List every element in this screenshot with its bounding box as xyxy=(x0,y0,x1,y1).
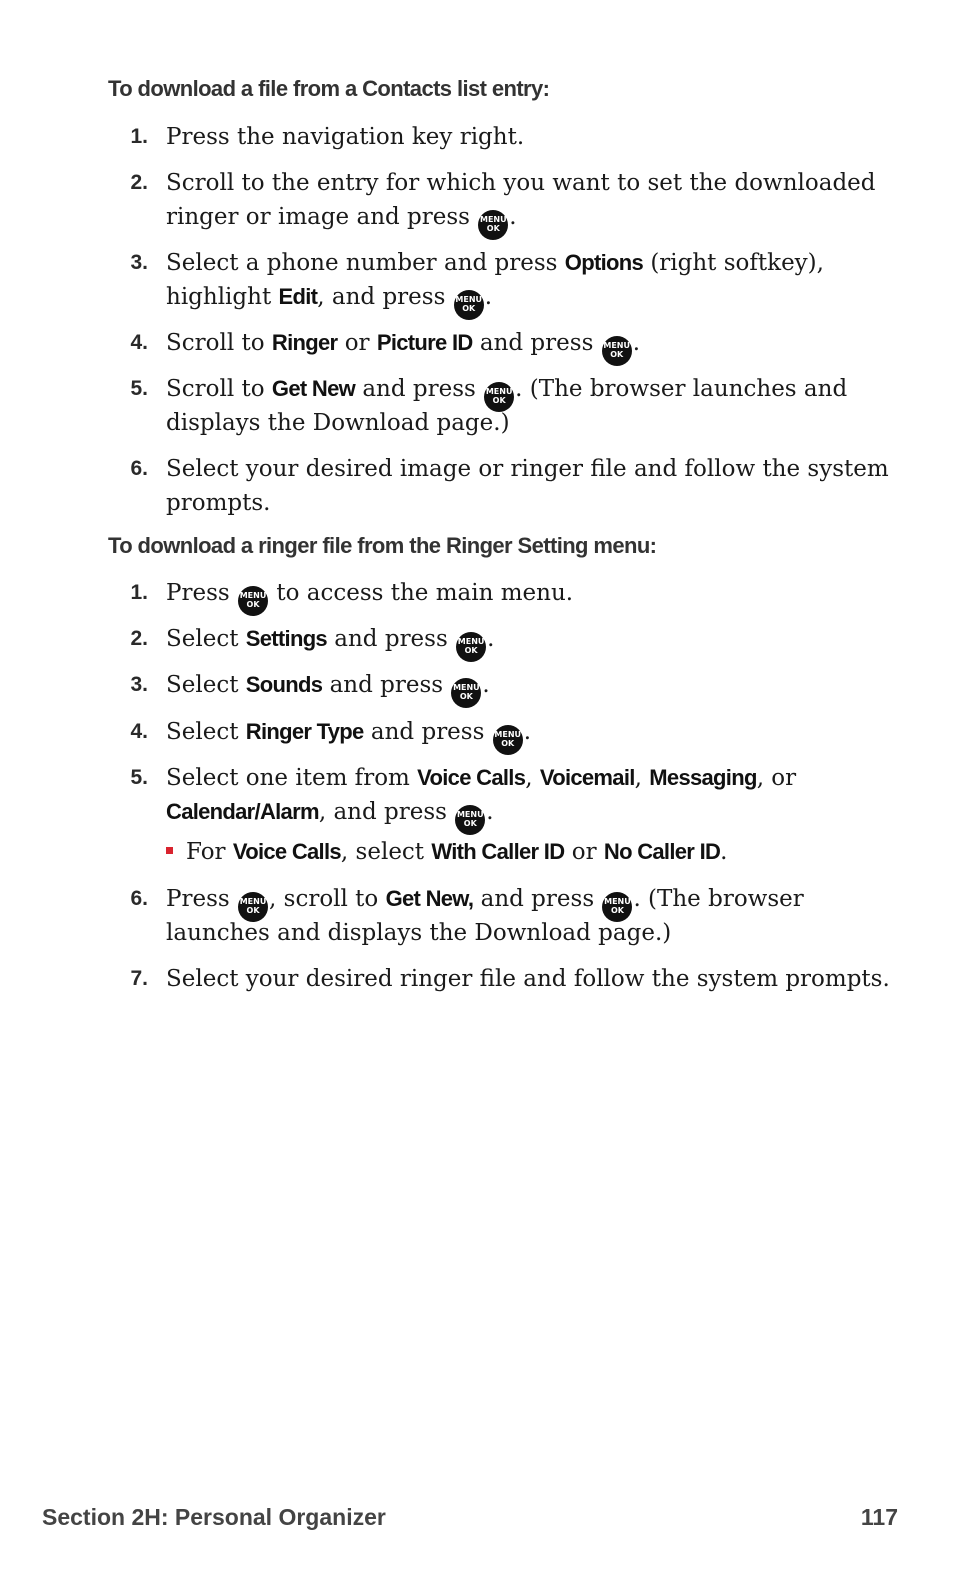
menu-label-sounds: Sounds xyxy=(245,672,323,697)
text: . xyxy=(486,799,494,825)
text: , and press xyxy=(317,284,446,310)
step-number: 4. xyxy=(130,331,148,354)
square-bullet-icon xyxy=(166,847,173,854)
text: Scroll to the entry for which you want to set the downloaded xyxy=(166,170,876,196)
text: , xyxy=(634,765,642,791)
step-number: 1. xyxy=(130,581,148,604)
text: launches and displays the Download page.) xyxy=(166,920,672,946)
text: or xyxy=(344,330,370,356)
menu-ok-key-icon: MENU OK xyxy=(602,336,632,366)
text: . xyxy=(509,204,517,230)
step-number: 1. xyxy=(130,125,148,148)
menu-ok-key-icon: MENU OK xyxy=(451,678,481,708)
menu-label-with-caller-id: With Caller ID xyxy=(431,839,565,864)
menu-label-voice-calls: Voice Calls xyxy=(232,839,341,864)
text: Select your desired ringer file and follow the system prompts. xyxy=(166,966,890,992)
text: Select xyxy=(166,719,239,745)
step-text xyxy=(166,246,824,314)
text: and press xyxy=(362,376,476,402)
text: prompts. xyxy=(166,490,271,516)
text: , or xyxy=(756,765,797,791)
step-number: 4. xyxy=(130,720,148,743)
menu-ok-key-icon: MENU OK xyxy=(478,210,508,240)
step-text xyxy=(166,166,876,234)
text: Select xyxy=(166,626,239,652)
text: Select one item from xyxy=(166,765,410,791)
menu-label-get-new: Get New, xyxy=(385,886,474,911)
key-label-options: Options xyxy=(564,250,643,275)
step-number: 2. xyxy=(130,171,148,194)
step-number: 6. xyxy=(130,887,148,910)
menu-label-picture-id: Picture ID xyxy=(376,330,473,355)
menu-label-settings: Settings xyxy=(245,626,327,651)
menu-ok-key-icon: MENU OK xyxy=(602,892,632,922)
menu-label-ringer: Ringer xyxy=(271,330,338,355)
text: , xyxy=(525,765,533,791)
menu-ok-key-icon: MENU OK xyxy=(493,725,523,755)
step-number: 3. xyxy=(130,251,148,274)
menu-ok-key-icon: MENU OK xyxy=(238,586,268,616)
step-text xyxy=(166,622,494,656)
text: and press xyxy=(334,626,448,652)
text: displays the Download page.) xyxy=(166,410,510,436)
text: highlight xyxy=(166,284,272,310)
step-text xyxy=(166,882,804,950)
menu-ok-key-icon: MENU OK xyxy=(454,290,484,320)
text: Press xyxy=(166,580,230,606)
step-text xyxy=(166,326,640,360)
menu-ok-key-icon: MENU OK xyxy=(455,805,485,835)
text: Select your desired image or ringer file and follow the system xyxy=(166,456,889,482)
text: and press xyxy=(370,719,485,745)
menu-label-get-new: Get New xyxy=(271,376,356,401)
section-heading-contacts: To download a file from a Contacts list entry: xyxy=(108,76,550,101)
text: and press xyxy=(480,886,595,912)
text: , scroll to xyxy=(269,886,379,912)
text: . (The browser xyxy=(633,886,804,912)
text: (right softkey), xyxy=(650,250,824,276)
text: . xyxy=(487,626,495,652)
text: . xyxy=(482,672,490,698)
text: or xyxy=(571,839,597,865)
menu-label-voice-calls: Voice Calls xyxy=(417,765,526,790)
text: Press xyxy=(166,886,230,912)
step-number: 3. xyxy=(130,673,148,696)
section-heading-ringer-setting: To download a ringer file from the Ringer Setting menu: xyxy=(108,533,657,558)
menu-label-ringer-type: Ringer Type xyxy=(245,719,364,744)
menu-label-calendar-alarm: Calendar/Alarm xyxy=(166,799,319,824)
step-text xyxy=(166,668,490,702)
step-text xyxy=(166,120,524,154)
page-number: 117 xyxy=(860,1504,898,1530)
text: . xyxy=(720,839,728,865)
text: Press the navigation key right. xyxy=(166,124,525,150)
menu-label-voicemail: Voicemail xyxy=(539,765,635,790)
menu-label-no-caller-id: No Caller ID xyxy=(603,839,721,864)
text: and press xyxy=(329,672,444,698)
text: , select xyxy=(340,839,425,865)
text: Scroll to xyxy=(166,376,265,402)
menu-label-messaging: Messaging xyxy=(649,765,757,790)
text: Select xyxy=(166,672,239,698)
step-number: 6. xyxy=(130,457,148,480)
step-text xyxy=(166,715,531,749)
menu-label-edit: Edit xyxy=(278,284,318,309)
step-number: 5. xyxy=(130,766,148,789)
footer-section-title: Section 2H: Personal Organizer xyxy=(42,1504,386,1530)
step-text xyxy=(166,372,847,440)
step-number: 5. xyxy=(130,377,148,400)
text: to access the main menu. xyxy=(276,580,574,606)
step-text xyxy=(166,761,796,829)
text: and press xyxy=(479,330,594,356)
text: Select a phone number and press xyxy=(166,250,558,276)
text: . xyxy=(632,330,640,356)
step-text xyxy=(166,452,889,520)
step-number: 2. xyxy=(130,627,148,650)
text: For xyxy=(186,839,226,865)
text: . xyxy=(484,284,493,310)
menu-ok-key-icon: MENU OK xyxy=(238,892,268,922)
text: . (The browser launches and xyxy=(515,376,848,402)
menu-ok-key-icon: MENU OK xyxy=(456,632,486,662)
text: ringer or image and press xyxy=(166,204,470,230)
menu-ok-key-icon: MENU OK xyxy=(484,382,514,412)
bullet-voice-calls-note xyxy=(166,835,727,869)
step-number: 7. xyxy=(130,967,148,990)
step-text xyxy=(166,962,890,996)
text: Scroll to xyxy=(166,330,265,356)
text: . xyxy=(523,719,532,745)
text: , and press xyxy=(318,799,447,825)
step-text xyxy=(166,576,573,610)
